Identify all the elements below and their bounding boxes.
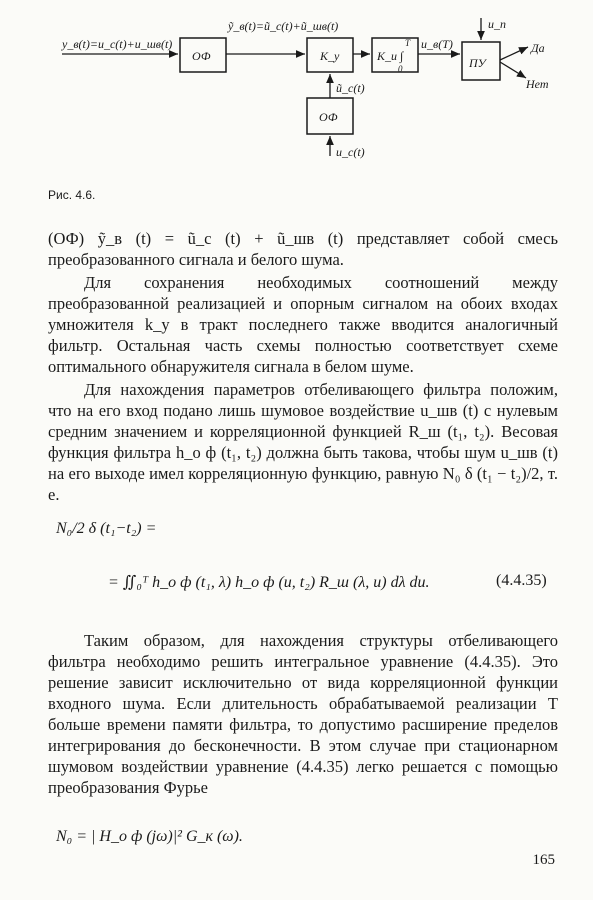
whitened-signal-label: ỹ_в(t)=ũ_c(t)+ũ_шв(t): [228, 19, 339, 33]
block-diagram: [0, 0, 593, 175]
reference-filtered-label: ũ_c(t): [336, 81, 365, 95]
reference-input-label: u_c(t): [336, 145, 365, 159]
output-yes-label: Да: [531, 41, 545, 55]
integrator-lower-limit: 0: [398, 64, 403, 74]
integrator-upper-limit: T: [405, 38, 411, 48]
equation-final: N₀ = | H_о ф (jω)|² G_к (ω).: [56, 828, 243, 845]
output-no-label: Нет: [526, 77, 549, 91]
equation-line-1: N₀/2 δ (t₁−t₂) =: [56, 520, 157, 537]
paragraph-2: Для сохранения необходимых соотношений между преобразованной реализацией и опорным сигналом на обоих входах умножителя k_у в тракт последнего также вводится аналогичный фильтр. Остальная часть схемы полностью соответствует схеме оптимального обнаружителя сигнала в белом шуме.: [48, 273, 558, 376]
input-signal-label: y_в(t)=u_c(t)+u_шв(t): [62, 37, 173, 51]
body-text-top: [48, 228, 558, 505]
integrator-output-label: u_в(T): [421, 37, 453, 51]
whitening-filter-label: ОФ: [192, 49, 211, 63]
page-number: 165: [532, 852, 555, 868]
integrator-label: K_и ∫: [377, 49, 404, 63]
decision-label: ПУ: [469, 56, 486, 70]
multiplier-label: K_у: [320, 49, 340, 63]
equation-number: (4.4.35): [496, 572, 547, 589]
equation-line-2: = ∬₀ᵀ h_о ф (t₁, λ) h_о ф (u, t₂) R_ш (λ, u) dλ du.: [108, 574, 430, 591]
reference-filter-label: ОФ: [319, 110, 338, 124]
body-text-bottom: [48, 630, 558, 798]
output-yes-line: [500, 47, 528, 60]
paragraph-3: Для нахождения параметров отбеливающего фильтра положим, что на его вход подано лишь шумовое воздействие u_шв (t) с нулевым средним значением и корреляционной функцией R_ш (t₁, t₂). Весовая функция фильтра h_о ф (t₁, t₂) должна быть такова, чтобы шум u_шв (t) на его выходе имел корреляционную функцию, равную N₀ δ (t₁ − t₂)/2, т. е.: [48, 380, 558, 504]
output-no-line: [500, 62, 526, 78]
threshold-label: u_п: [488, 17, 506, 31]
figure-caption: Рис. 4.6.: [48, 188, 96, 202]
paragraph-1: (ОФ) ỹ_в (t) = ũ_с (t) + ũ_шв (t) представляет собой смесь преобразованного сигнала и белого шума.: [48, 229, 558, 269]
paragraph-4: Таким образом, для нахождения структуры отбеливающего фильтра необходимо решить интегральное уравнение (4.4.35). Это решение зависит исключительно от вида корреляционной функции входного шума. Если длительность обрабатываемой реализации T больше времени памяти фильтра, то допустимо расширение пределов интегрирования до бесконечности. В этом случае при стационарном шумовом воздействии уравнение (4.4.35) легко решается с помощью преобразования Фурье: [48, 631, 558, 797]
